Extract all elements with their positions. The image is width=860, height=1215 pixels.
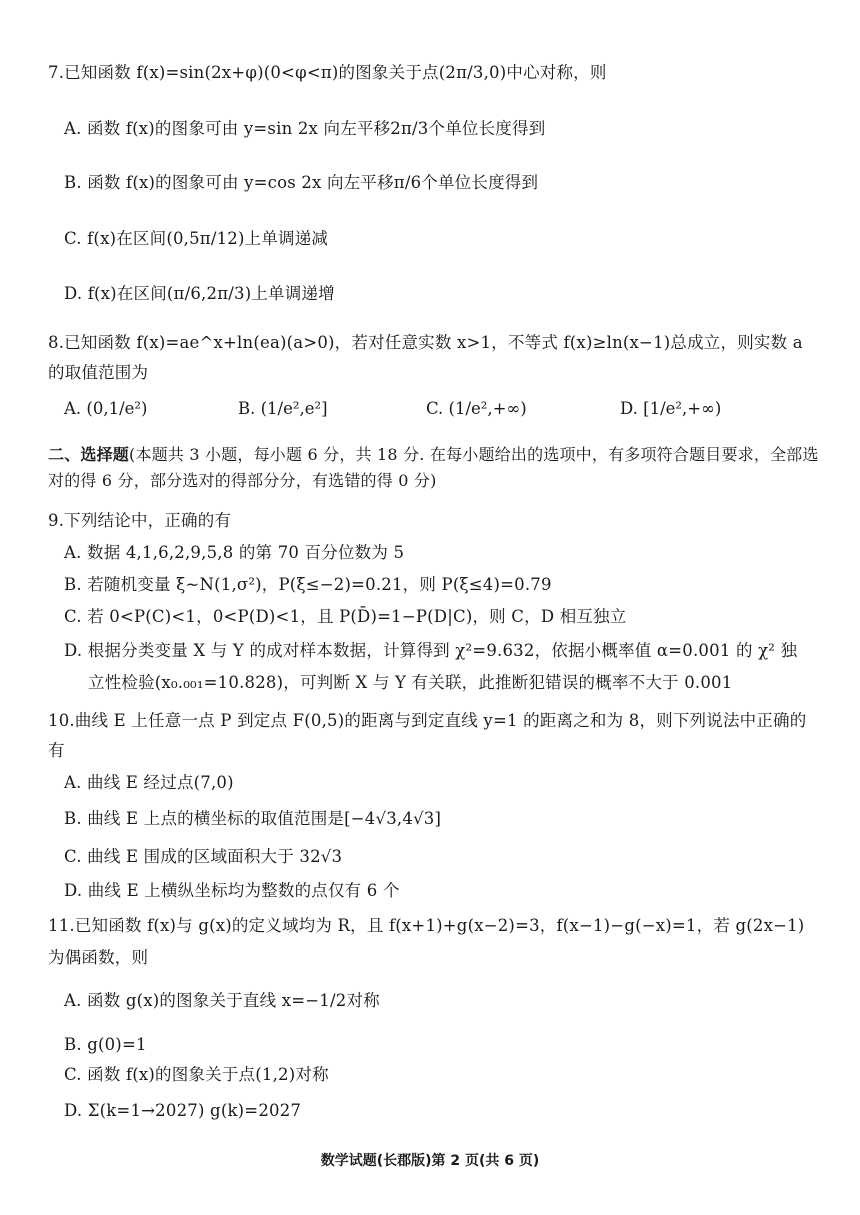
q8-option-c: C. (1/e²,+∞) xyxy=(426,399,527,418)
q11-option-b: B. g(0)=1 xyxy=(64,1035,147,1054)
q11-option-c: C. 函数 f(x)的图象关于点(1,2)对称 xyxy=(64,1065,329,1084)
q8-stem: 8.已知函数 f(x)=ae^x+ln(ea)(a>0)，若对任意实数 x>1，不等式 f(x)≥ln(x−1)总成立，则实数 a 的取值范围为 xyxy=(48,333,803,382)
section-2-description: (本题共 3 小题，每小题 6 分，共 18 分. 在每小题给出的选项中，有多项符合题目要求，全部选对的得 6 分，部分选对的得部分分，有选错的得 0 分) xyxy=(48,445,819,490)
q11-option-d: D. Σ(k=1→2027) g(k)=2027 xyxy=(64,1101,302,1120)
q8-options xyxy=(64,398,764,426)
q10-option-b: B. 曲线 E 上点的横坐标的取值范围是[−4√3,4√3] xyxy=(64,809,442,828)
q9-option-d-line1: D. 根据分类变量 X 与 Y 的成对样本数据，计算得到 χ²=9.632，依据小概率值 α=0.001 的 χ² 独 xyxy=(64,641,798,660)
q8-option-a: A. (0,1/e²) xyxy=(64,399,148,418)
q11-option-a: A. 函数 g(x)的图象关于直线 x=−1/2对称 xyxy=(64,991,380,1010)
q8-option-d: D. [1/e²,+∞) xyxy=(620,399,722,418)
q7-stem: 7.已知函数 f(x)=sin(2x+φ)(0<φ<π)的图象关于点(2π/3,0)中心对称，则 xyxy=(48,63,607,82)
section-2-header xyxy=(48,442,828,494)
q10-option-a: A. 曲线 E 经过点(7,0) xyxy=(64,773,234,792)
q7-option-c: C. f(x)在区间(0,5π/12)上单调递减 xyxy=(64,229,329,248)
q7-option-a: A. 函数 f(x)的图象可由 y=sin 2x 向左平移2π/3个单位长度得到 xyxy=(64,119,546,138)
q8-option-b: B. (1/e²,e²] xyxy=(238,399,328,418)
q10-option-d: D. 曲线 E 上横纵坐标均为整数的点仅有 6 个 xyxy=(64,881,400,900)
q9-stem: 9.下列结论中，正确的有 xyxy=(48,511,232,530)
q7-option-b: B. 函数 f(x)的图象可由 y=cos 2x 向左平移π/6个单位长度得到 xyxy=(64,173,539,192)
q9-option-b: B. 若随机变量 ξ~N(1,σ²)，P(ξ≤−2)=0.21，则 P(ξ≤4)=0.79 xyxy=(64,575,552,594)
q10-option-c: C. 曲线 E 围成的区域面积大于 32√3 xyxy=(64,847,343,866)
q10-stem: 10.曲线 E 上任意一点 P 到定点 F(0,5)的距离与到定直线 y=1 的距离之和为 8，则下列说法中正确的有 xyxy=(48,711,807,760)
q9-option-a: A. 数据 4,1,6,2,9,5,8 的第 70 百分位数为 5 xyxy=(64,543,405,562)
q9-option-d-line2: 立性检验(x₀.₀₀₁=10.828)，可判断 X 与 Y 有关联，此推断犯错误的概率不大于 0.001 xyxy=(88,673,733,692)
q7-option-d: D. f(x)在区间(π/6,2π/3)上单调递增 xyxy=(64,284,335,303)
section-2-title: 二、选择题 xyxy=(48,445,130,464)
q11-stem: 11.已知函数 f(x)与 g(x)的定义域均为 R，且 f(x+1)+g(x−2)=3，f(x−1)−g(−x)=1，若 g(2x−1)为偶函数，则 xyxy=(48,916,805,967)
q9-option-c: C. 若 0<P(C)<1，0<P(D)<1，且 P(D̄)=1−P(D|C)，则 C，D 相互独立 xyxy=(64,607,627,626)
page-footer: 数学试题(长郡版)第 2 页(共 6 页) xyxy=(320,1153,540,1169)
